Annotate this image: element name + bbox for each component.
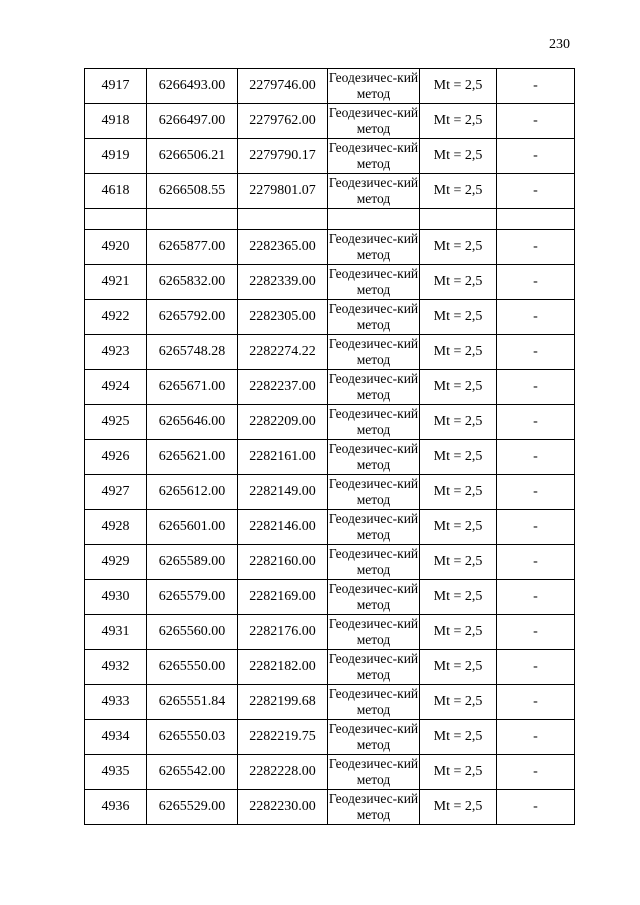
note-cell: - bbox=[497, 545, 575, 580]
x-coordinate-cell: 6266497.00 bbox=[147, 104, 238, 139]
note-cell: - bbox=[497, 104, 575, 139]
method-cell: Геодезичес-кий метод bbox=[328, 720, 420, 755]
table-row bbox=[85, 685, 575, 720]
method-cell bbox=[328, 209, 420, 230]
accuracy-cell: Mt = 2,5 bbox=[420, 265, 497, 300]
method-cell: Геодезичес-кий метод bbox=[328, 510, 420, 545]
x-coordinate-cell: 6265551.84 bbox=[147, 685, 238, 720]
point-number-cell: 4919 bbox=[85, 139, 147, 174]
y-coordinate-cell: 2282209.00 bbox=[238, 405, 328, 440]
table-row bbox=[85, 615, 575, 650]
method-cell: Геодезичес-кий метод bbox=[328, 405, 420, 440]
accuracy-cell: Mt = 2,5 bbox=[420, 300, 497, 335]
method-cell: Геодезичес-кий метод bbox=[328, 615, 420, 650]
point-number-cell: 4922 bbox=[85, 300, 147, 335]
point-number-cell: 4933 bbox=[85, 685, 147, 720]
accuracy-cell: Mt = 2,5 bbox=[420, 720, 497, 755]
coordinates-table-body bbox=[85, 69, 575, 825]
y-coordinate-cell: 2279790.17 bbox=[238, 139, 328, 174]
x-coordinate-cell: 6265612.00 bbox=[147, 475, 238, 510]
table-row bbox=[85, 440, 575, 475]
method-cell: Геодезичес-кий метод bbox=[328, 300, 420, 335]
y-coordinate-cell: 2282230.00 bbox=[238, 790, 328, 825]
y-coordinate-cell: 2282146.00 bbox=[238, 510, 328, 545]
y-coordinate-cell: 2279746.00 bbox=[238, 69, 328, 104]
point-number-cell: 4928 bbox=[85, 510, 147, 545]
y-coordinate-cell: 2282182.00 bbox=[238, 650, 328, 685]
method-cell: Геодезичес-кий метод bbox=[328, 230, 420, 265]
note-cell: - bbox=[497, 440, 575, 475]
method-cell: Геодезичес-кий метод bbox=[328, 755, 420, 790]
y-coordinate-cell: 2282169.00 bbox=[238, 580, 328, 615]
accuracy-cell: Mt = 2,5 bbox=[420, 139, 497, 174]
accuracy-cell: Mt = 2,5 bbox=[420, 580, 497, 615]
x-coordinate-cell: 6265579.00 bbox=[147, 580, 238, 615]
table-row bbox=[85, 69, 575, 104]
x-coordinate-cell: 6265646.00 bbox=[147, 405, 238, 440]
table-row bbox=[85, 104, 575, 139]
method-cell: Геодезичес-кий метод bbox=[328, 370, 420, 405]
point-number-cell: 4923 bbox=[85, 335, 147, 370]
point-number-cell: 4936 bbox=[85, 790, 147, 825]
note-cell bbox=[497, 209, 575, 230]
accuracy-cell: Mt = 2,5 bbox=[420, 510, 497, 545]
accuracy-cell: Mt = 2,5 bbox=[420, 650, 497, 685]
x-coordinate-cell: 6265601.00 bbox=[147, 510, 238, 545]
note-cell: - bbox=[497, 69, 575, 104]
accuracy-cell: Mt = 2,5 bbox=[420, 685, 497, 720]
note-cell: - bbox=[497, 580, 575, 615]
table-row bbox=[85, 174, 575, 209]
note-cell: - bbox=[497, 174, 575, 209]
point-number-cell: 4927 bbox=[85, 475, 147, 510]
x-coordinate-cell: 6265529.00 bbox=[147, 790, 238, 825]
note-cell: - bbox=[497, 510, 575, 545]
table-row bbox=[85, 545, 575, 580]
y-coordinate-cell: 2282237.00 bbox=[238, 370, 328, 405]
method-cell: Геодезичес-кий метод bbox=[328, 104, 420, 139]
y-coordinate-cell: 2282176.00 bbox=[238, 615, 328, 650]
note-cell: - bbox=[497, 265, 575, 300]
x-coordinate-cell: 6265589.00 bbox=[147, 545, 238, 580]
accuracy-cell: Mt = 2,5 bbox=[420, 440, 497, 475]
point-number-cell: 4924 bbox=[85, 370, 147, 405]
method-cell: Геодезичес-кий метод bbox=[328, 685, 420, 720]
y-coordinate-cell: 2282161.00 bbox=[238, 440, 328, 475]
accuracy-cell: Mt = 2,5 bbox=[420, 405, 497, 440]
method-cell: Геодезичес-кий метод bbox=[328, 650, 420, 685]
note-cell: - bbox=[497, 720, 575, 755]
x-coordinate-cell: 6265748.28 bbox=[147, 335, 238, 370]
point-number-cell: 4925 bbox=[85, 405, 147, 440]
y-coordinate-cell: 2282219.75 bbox=[238, 720, 328, 755]
point-number-cell: 4932 bbox=[85, 650, 147, 685]
table-row bbox=[85, 475, 575, 510]
note-cell: - bbox=[497, 755, 575, 790]
table-row bbox=[85, 580, 575, 615]
point-number-cell bbox=[85, 209, 147, 230]
note-cell: - bbox=[497, 300, 575, 335]
method-cell: Геодезичес-кий метод bbox=[328, 440, 420, 475]
table-row bbox=[85, 790, 575, 825]
point-number-cell: 4930 bbox=[85, 580, 147, 615]
accuracy-cell: Mt = 2,5 bbox=[420, 545, 497, 580]
point-number-cell: 4917 bbox=[85, 69, 147, 104]
x-coordinate-cell: 6266493.00 bbox=[147, 69, 238, 104]
point-number-cell: 4926 bbox=[85, 440, 147, 475]
table-row bbox=[85, 265, 575, 300]
point-number-cell: 4918 bbox=[85, 104, 147, 139]
x-coordinate-cell: 6265560.00 bbox=[147, 615, 238, 650]
x-coordinate-cell: 6266506.21 bbox=[147, 139, 238, 174]
page-number: 230 bbox=[549, 37, 570, 52]
note-cell: - bbox=[497, 685, 575, 720]
table-row bbox=[85, 300, 575, 335]
method-cell: Геодезичес-кий метод bbox=[328, 265, 420, 300]
y-coordinate-cell: 2282305.00 bbox=[238, 300, 328, 335]
point-number-cell: 4929 bbox=[85, 545, 147, 580]
y-coordinate-cell: 2282365.00 bbox=[238, 230, 328, 265]
table-row bbox=[85, 139, 575, 174]
accuracy-cell: Mt = 2,5 bbox=[420, 475, 497, 510]
y-coordinate-cell: 2282228.00 bbox=[238, 755, 328, 790]
y-coordinate-cell: 2279762.00 bbox=[238, 104, 328, 139]
point-number-cell: 4920 bbox=[85, 230, 147, 265]
table-row bbox=[85, 755, 575, 790]
y-coordinate-cell: 2282149.00 bbox=[238, 475, 328, 510]
x-coordinate-cell: 6265792.00 bbox=[147, 300, 238, 335]
x-coordinate-cell bbox=[147, 209, 238, 230]
point-number-cell: 4618 bbox=[85, 174, 147, 209]
y-coordinate-cell: 2282274.22 bbox=[238, 335, 328, 370]
note-cell: - bbox=[497, 139, 575, 174]
note-cell: - bbox=[497, 230, 575, 265]
method-cell: Геодезичес-кий метод bbox=[328, 69, 420, 104]
table-row bbox=[85, 650, 575, 685]
accuracy-cell bbox=[420, 209, 497, 230]
x-coordinate-cell: 6265542.00 bbox=[147, 755, 238, 790]
method-cell: Геодезичес-кий метод bbox=[328, 580, 420, 615]
accuracy-cell: Mt = 2,5 bbox=[420, 790, 497, 825]
coordinates-table bbox=[84, 68, 575, 825]
method-cell: Геодезичес-кий метод bbox=[328, 139, 420, 174]
table-row bbox=[85, 335, 575, 370]
accuracy-cell: Mt = 2,5 bbox=[420, 174, 497, 209]
point-number-cell: 4931 bbox=[85, 615, 147, 650]
x-coordinate-cell: 6265877.00 bbox=[147, 230, 238, 265]
note-cell: - bbox=[497, 335, 575, 370]
table-row bbox=[85, 370, 575, 405]
note-cell: - bbox=[497, 405, 575, 440]
table-row bbox=[85, 230, 575, 265]
method-cell: Геодезичес-кий метод bbox=[328, 475, 420, 510]
y-coordinate-cell bbox=[238, 209, 328, 230]
note-cell: - bbox=[497, 615, 575, 650]
point-number-cell: 4934 bbox=[85, 720, 147, 755]
table-row bbox=[85, 209, 575, 230]
y-coordinate-cell: 2279801.07 bbox=[238, 174, 328, 209]
accuracy-cell: Mt = 2,5 bbox=[420, 335, 497, 370]
table-row bbox=[85, 510, 575, 545]
x-coordinate-cell: 6265621.00 bbox=[147, 440, 238, 475]
method-cell: Геодезичес-кий метод bbox=[328, 790, 420, 825]
method-cell: Геодезичес-кий метод bbox=[328, 174, 420, 209]
point-number-cell: 4921 bbox=[85, 265, 147, 300]
accuracy-cell: Mt = 2,5 bbox=[420, 104, 497, 139]
method-cell: Геодезичес-кий метод bbox=[328, 545, 420, 580]
accuracy-cell: Mt = 2,5 bbox=[420, 755, 497, 790]
accuracy-cell: Mt = 2,5 bbox=[420, 370, 497, 405]
y-coordinate-cell: 2282160.00 bbox=[238, 545, 328, 580]
accuracy-cell: Mt = 2,5 bbox=[420, 69, 497, 104]
x-coordinate-cell: 6265832.00 bbox=[147, 265, 238, 300]
x-coordinate-cell: 6265550.03 bbox=[147, 720, 238, 755]
accuracy-cell: Mt = 2,5 bbox=[420, 615, 497, 650]
table-row bbox=[85, 405, 575, 440]
note-cell: - bbox=[497, 790, 575, 825]
note-cell: - bbox=[497, 475, 575, 510]
y-coordinate-cell: 2282199.68 bbox=[238, 685, 328, 720]
point-number-cell: 4935 bbox=[85, 755, 147, 790]
x-coordinate-cell: 6265671.00 bbox=[147, 370, 238, 405]
method-cell: Геодезичес-кий метод bbox=[328, 335, 420, 370]
note-cell: - bbox=[497, 370, 575, 405]
y-coordinate-cell: 2282339.00 bbox=[238, 265, 328, 300]
accuracy-cell: Mt = 2,5 bbox=[420, 230, 497, 265]
table-row bbox=[85, 720, 575, 755]
note-cell: - bbox=[497, 650, 575, 685]
x-coordinate-cell: 6266508.55 bbox=[147, 174, 238, 209]
x-coordinate-cell: 6265550.00 bbox=[147, 650, 238, 685]
